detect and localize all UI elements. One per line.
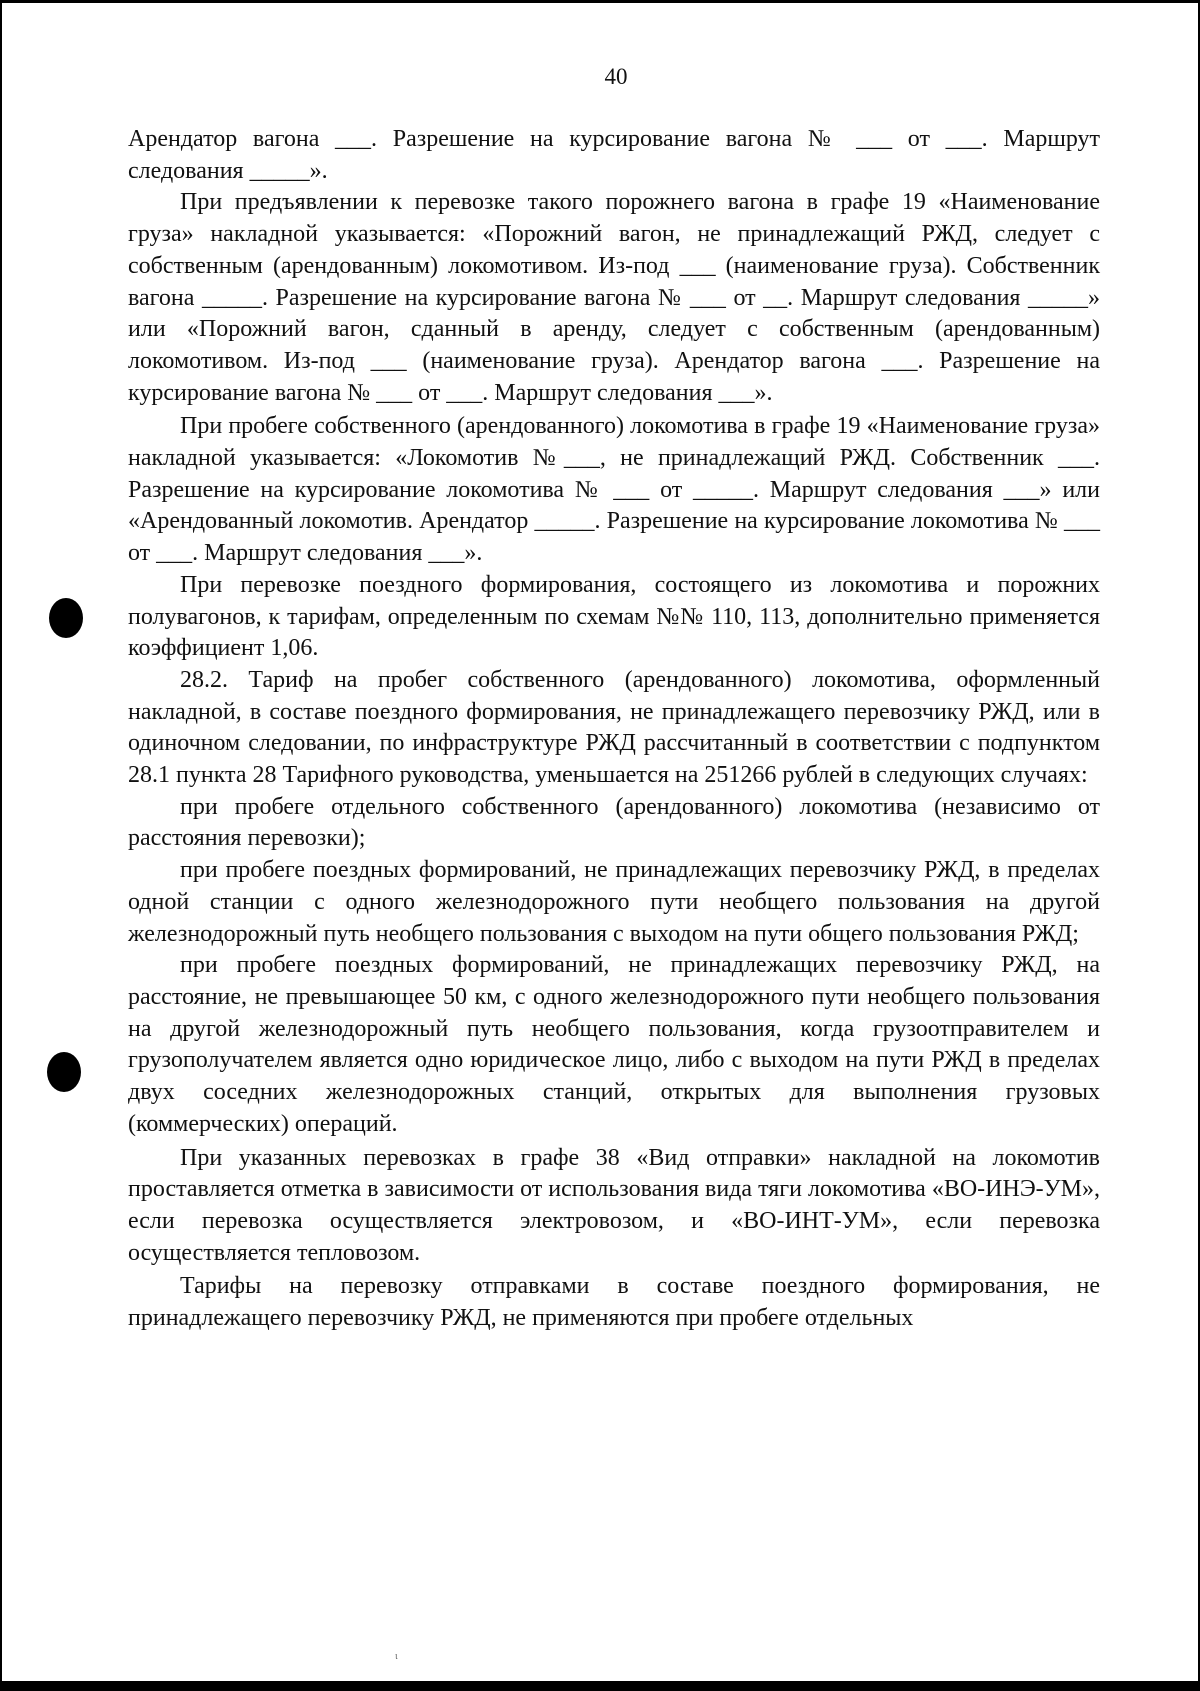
paragraph-tariffs-not-applied: Тарифы на перевозку отправками в составе поездного формирования, не принадлежащего перевозчику РЖД, не применяются при пробеге отдельных	[128, 1273, 1100, 1332]
paragraph-shipment-type-mark: При указанных перевозках в графе 38 «Вид отправки» накладной на локомотив проставляется отметка в зависимости от использования вида тяги локомотива «ВО-ИНЭ-УМ», если перевозка осуществляется электровозом, и «ВО-ИНТ-УМ», если перевозка осуществляется тепловозом.	[128, 1144, 1100, 1266]
document-body	[128, 124, 1100, 1335]
scan-border-left	[0, 0, 2, 1691]
paragraph-locomotive-run: При пробеге собственного (арендованного) локомотива в графе 19 «Наименование груза» накладной указывается: «Локомотив №___, не принадлежащий РЖД. Собственник ___. Разрешение на курсирование локомотива № ___ от _____. Маршрут следования ___» или «Арендованный локомотив. Арендатор _____. Разрешение на курсирование локомотива № ___ от ___. Маршрут следования ___».	[128, 413, 1100, 567]
paragraph-case-single-locomotive: при пробеге отдельного собственного (арендованного) локомотива (независимо от расстояния перевозки);	[128, 793, 1100, 852]
punch-hole-bottom	[47, 1052, 81, 1092]
paragraph-coefficient: При перевозке поездного формирования, состоящего из локомотива и порожних полувагонов, к тарифам, определенным по схемам №№ 110, 113, дополнительно применяется коэффициент 1,06.	[128, 571, 1100, 662]
paragraph-lessee-continuation: Арендатор вагона ___. Разрешение на курсирование вагона № ___ от ___. Маршрут следования _____».	[128, 126, 1100, 184]
paragraph-case-same-station: при пробеге поездных формирований, не принадлежащих перевозчику РЖД, в пределах одной станции с одного железнодорожного пути необщего пользования на другой железнодорожный путь необщего пользования с выходом на пути общего пользования РЖД;	[128, 857, 1100, 947]
punch-hole-top	[49, 598, 83, 638]
scan-border-top	[0, 0, 1200, 3]
footer-mark: ι	[395, 1651, 398, 1662]
paragraph-case-50km: при пробеге поездных формирований, не принадлежащих перевозчику РЖД, на расстояние, не превышающее 50 км, с одного железнодорожного пути необщего пользования на другой железнодорожный путь необщего пользования, когда грузоотправителем и грузополучателем является одно юридическое лицо, либо с выходом на пути РЖД в пределах двух соседних железнодорожных станций, открытых для выполнения грузовых (коммерческих) операций.	[128, 952, 1100, 1137]
page-number: 40	[604, 64, 628, 89]
paragraph-empty-wagon: При предъявлении к перевозке такого порожнего вагона в графе 19 «Наименование груза» накладной указывается: «Порожний вагон, не принадлежащий РЖД, следует с собственным (арендованным) локомотивом. Из-под ___ (наименование груза). Собственник вагона _____. Разрешение на курсирование вагона № ___ от __. Маршрут следования _____» или «Порожний вагон, сданный в аренду, следует с собственным (арендованным) локомотивом. Из-под ___ (наименование груза). Арендатор вагона ___. Разрешение на курсирование вагона № ___ от ___. Маршрут следования ___».	[128, 189, 1100, 406]
scan-border-bottom	[0, 1681, 1200, 1691]
paragraph-clause-28-2: 28.2. Тариф на пробег собственного (арендованного) локомотива, оформленный накладной, в составе поездного формирования, не принадлежащего перевозчику РЖД, или в одиночном следовании, по инфраструктуре РЖД рассчитанный в соответствии с подпунктом 28.1 пункта 28 Тарифного руководства, уменьшается на 251266 рублей в следующих случаях:	[128, 666, 1100, 789]
